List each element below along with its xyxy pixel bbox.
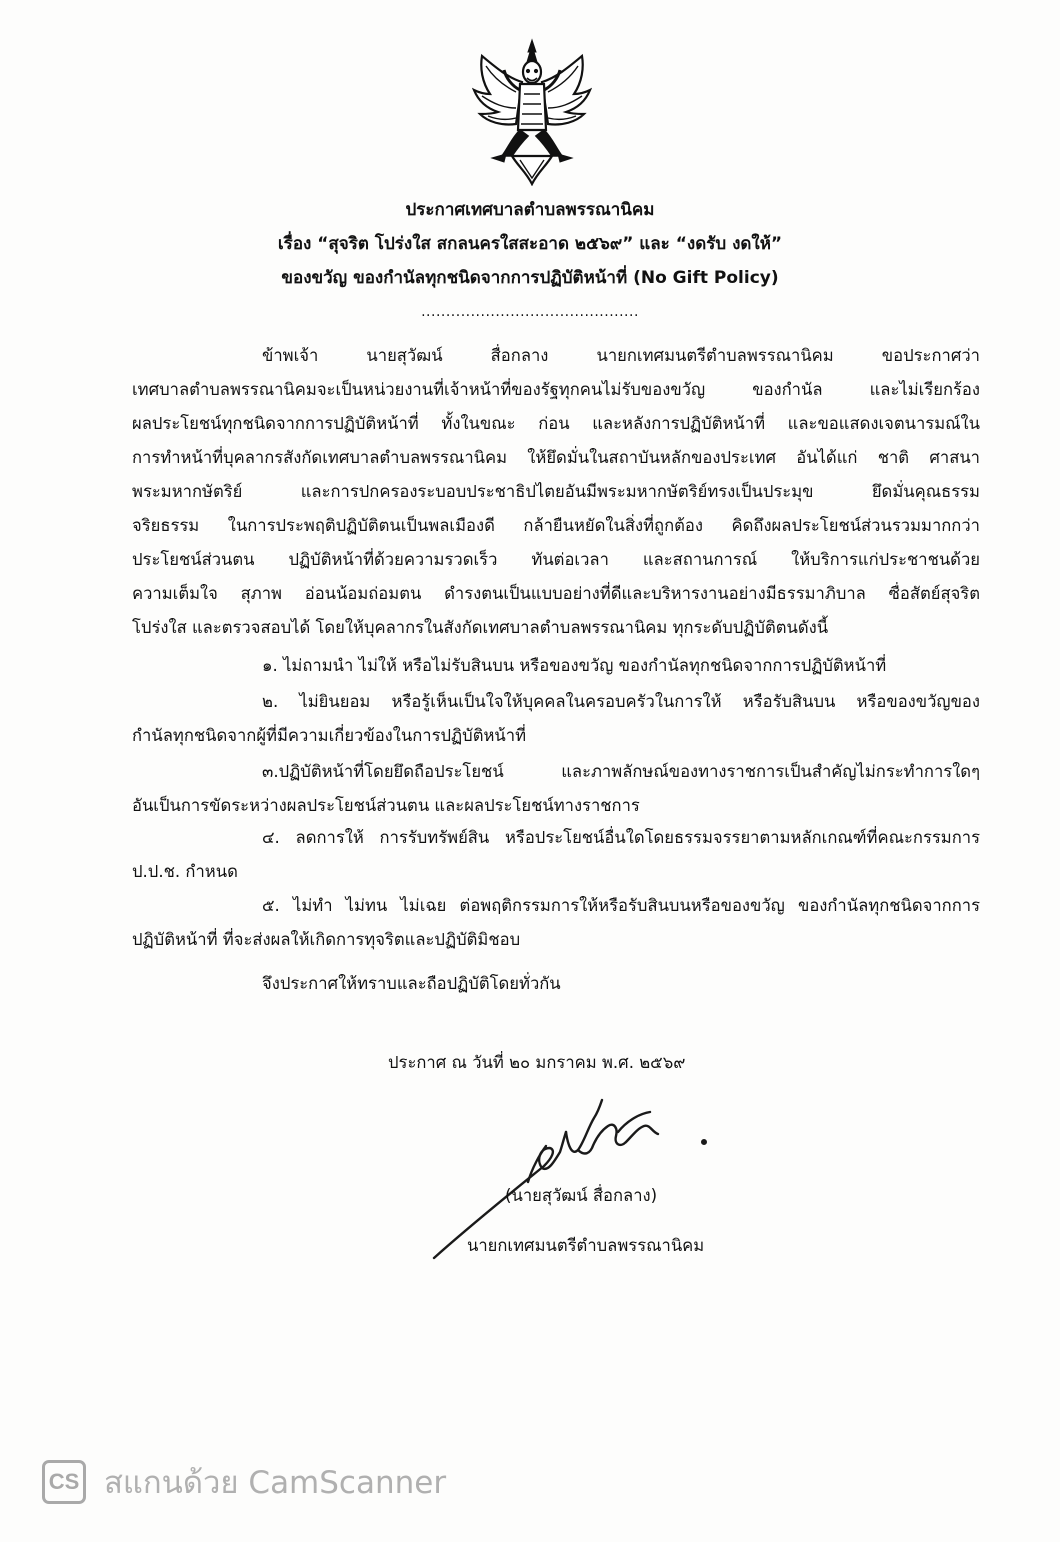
intro-line: ประโยชน์ส่วนตน ปฏิบัติหน้าที่ด้วยความรวดเร็ว ทันต่อเวลา และสถานการณ์ ให้บริการแก่ประชาชนด้วย [132,550,980,569]
announcement-title: ประกาศเทศบาลตำบลพรรณานิคม [405,200,655,220]
garuda-emblem-icon [472,38,592,186]
policy-item-3: ๓.ปฏิบัติหน้าที่โดยยึดถือประโยชน์ และภาพลักษณ์ของทางราชการเป็นสำคัญไม่กระทำการใดๆ [262,762,980,781]
camscanner-watermark-text: สแกนด้วย CamScanner [104,1465,447,1501]
intro-line: ความเต็มใจ สุภาพ อ่อนน้อมถ่อมตน ดำรงตนเป็นแบบอย่างที่ดีและบริหารงานอย่างมีธรรมาภิบาล ซื่อสัตย์สุจริต [132,584,980,603]
intro-line: โปร่งใส และตรวจสอบได้ โดยให้บุคลากรในสังกัดเทศบาลตำบลพรรณานิคม ทุกระดับปฏิบัติตนดังนี้ [132,618,829,637]
announcement-subject-line-1: เรื่อง “สุจริต โปร่งใส สกลนครใสสะอาด ๒๕๖๙” และ “งดรับ งดให้” [277,234,783,254]
policy-item-4-cont: ป.ป.ช. กำหนด [132,862,238,881]
policy-item-4: ๔. ลดการให้ การรับทรัพย์สิน หรือประโยชน์อื่นใดโดยธรรมจรรยาตามหลักเกณฑ์ที่คณะกรรมการ [262,828,980,847]
intro-line: จริยธรรม ในการประพฤติปฏิบัติตนเป็นพลเมืองดี กล้ายืนหยัดในสิ่งที่ถูกต้อง คิดถึงผลประโยชน์ส่วนรวมมากกว่า [132,516,980,535]
intro-line: ข้าพเจ้า นายสุวัฒน์ สื่อกลาง นายกเทศมนตรีตำบลพรรณานิคม ขอประกาศว่า [262,346,980,365]
announcement-subject-line-2: ของขวัญ ของกำนัลทุกชนิดจากการปฏิบัติหน้าที่ (No Gift Policy) [281,268,779,288]
policy-item-2-cont: กำนัลทุกชนิดจากผู้ที่มีความเกี่ยวข้องในการปฏิบัติหน้าที่ [132,726,527,745]
policy-item-1: ๑. ไม่ถามนำ ไม่ให้ หรือไม่รับสินบน หรือของขวัญ ของกำนัลทุกชนิดจากการปฏิบัติหน้าที่ [262,656,887,675]
closing-statement: จึงประกาศให้ทราบและถือปฏิบัติโดยทั่วกัน [262,974,561,993]
intro-line: ผลประโยชน์ทุกชนิดจากการปฏิบัติหน้าที่ ทั้งในขณะ ก่อน และหลังการปฏิบัติหน้าที่ และขอแสดงเจตนารมณ์ใน [132,414,980,433]
policy-item-5: ๕. ไม่ทำ ไม่ทน ไม่เฉย ต่อพฤติกรรมการให้หรือรับสินบนหรือของขวัญ ของกำนัลทุกชนิดจากการ [262,896,980,915]
signatory-name: (นายสุวัฒน์ สื่อกลาง) [505,1186,658,1205]
separator: ............................................ [421,304,639,320]
intro-line: การทำหน้าที่บุคลากรสังกัดเทศบาลตำบลพรรณานิคม ให้ยึดมั่นในสถาบันหลักของประเทศ อันได้แก่ ชาติ ศาสนา [132,448,980,467]
policy-item-3-cont: อันเป็นการขัดระหว่างผลประโยชน์ส่วนตน และผลประโยชน์ทางราชการ [132,796,640,815]
announcement-date: ประกาศ ณ วันที่ ๒๐ มกราคม พ.ศ. ๒๕๖๙ [388,1053,686,1072]
camscanner-watermark [42,1455,446,1509]
signatory-position: นายกเทศมนตรีตำบลพรรณานิคม [467,1236,705,1255]
camscanner-logo-icon: CS [42,1460,86,1504]
intro-line: พระมหากษัตริย์ และการปกครองระบอบประชาธิปไตยอันมีพระมหากษัตริย์ทรงเป็นประมุข ยึดมั่นคุณธรรม [132,482,980,501]
policy-item-5-cont: ปฏิบัติหน้าที่ ที่จะส่งผลให้เกิดการทุจริตและปฏิบัติมิชอบ [132,930,521,949]
policy-item-2: ๒. ไม่ยินยอม หรือรู้เห็นเป็นใจให้บุคคลในครอบครัวในการให้ หรือรับสินบน หรือของขวัญของ [262,692,980,711]
intro-line: เทศบาลตำบลพรรณานิคมจะเป็นหน่วยงานที่เจ้าหน้าที่ของรัฐทุกคนไม่รับของขวัญ ของกำนัล และไม่เรียกร้อง [132,380,980,399]
